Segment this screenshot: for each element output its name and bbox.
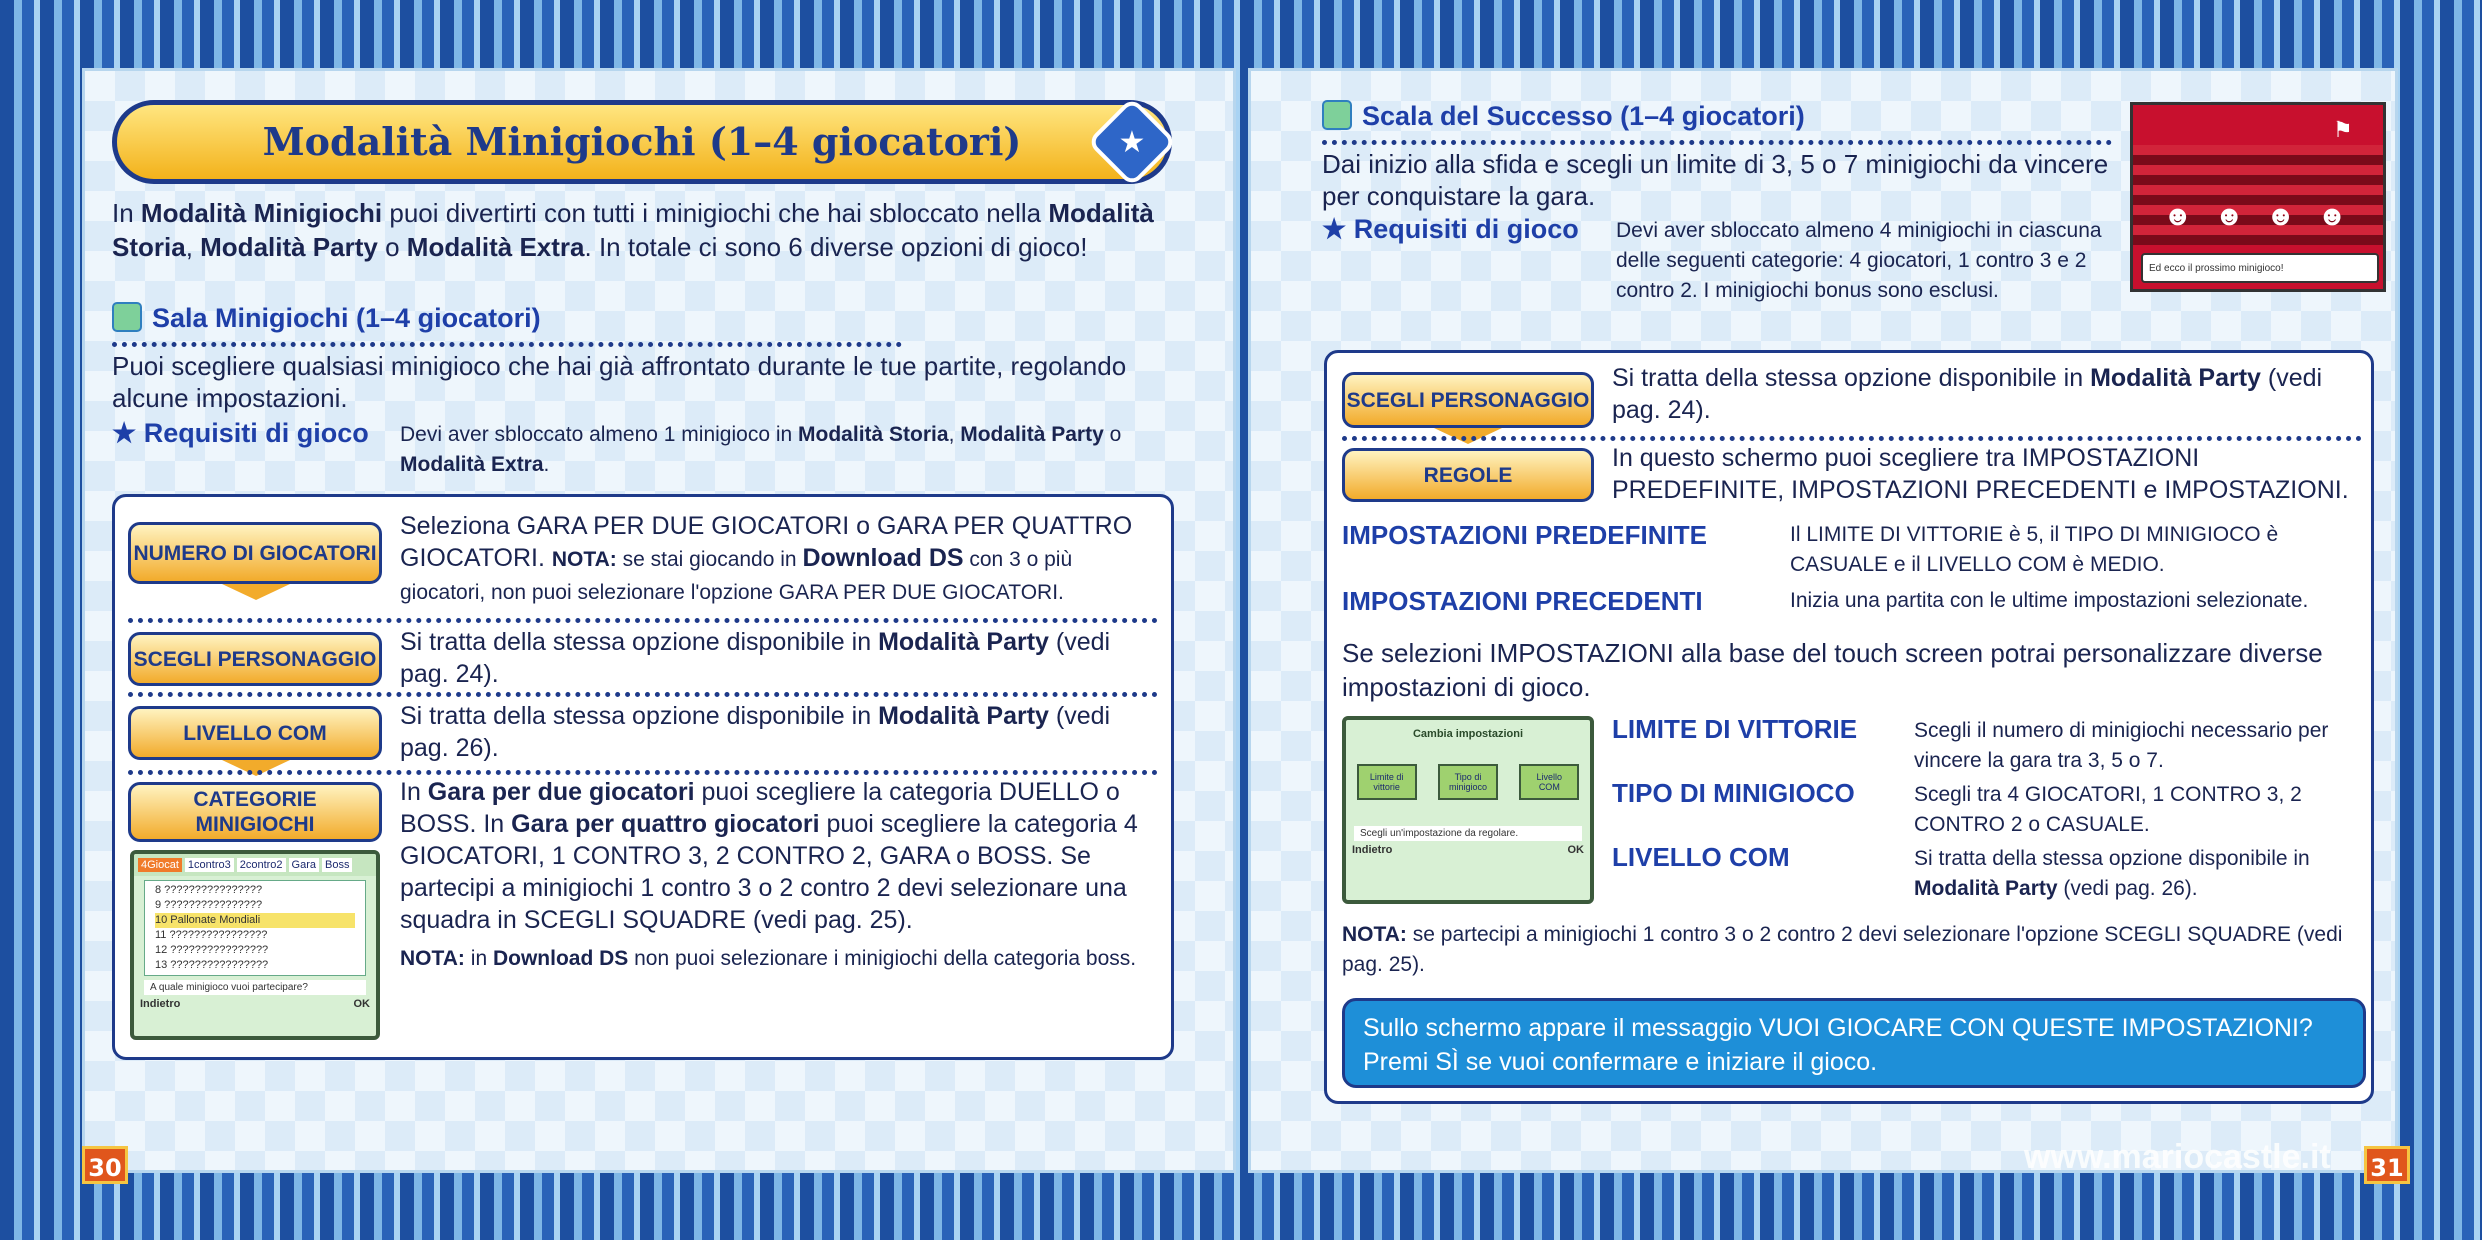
page-title: Modalità Minigiochi (1–4 giocatori) — [112, 100, 1172, 184]
divider — [128, 770, 1158, 775]
divider — [128, 618, 1158, 623]
page-number-right: 31 — [2364, 1146, 2410, 1184]
screen-caption: Ed ecco il prossimo minigioco! — [2141, 253, 2379, 283]
label-livello-com: LIVELLO COM — [1612, 842, 1790, 872]
star-icon: ★ — [1322, 214, 1354, 244]
row-text-categorie: In Gara per due giocatori puoi scegliere la categoria DUELLO o BOSS. In Gara per quattro giocatori puoi scegliere la categoria 4 GIOCATORI, 1 CONTRO 3, 2 CONTRO 2, GARA o BOSS. Se partecipi a minigiochi 1 contro 3 o 2 contro 2 devi selezionare una squadra in SCEGLI SQUADRE (vedi pag. 25). — [400, 778, 1138, 934]
flag-icon: ⚑ — [2333, 117, 2353, 142]
list-item-selected[interactable]: 10 Pallonate Mondiali — [155, 913, 355, 928]
watermark: www.mariocastle.it — [2024, 1138, 2331, 1176]
screen-footer — [1346, 841, 1590, 859]
note-download: NOTA: in Download DS non puoi selezionare i minigiochi della categoria boss. — [400, 947, 1137, 970]
page-number-left: 30 — [82, 1146, 128, 1184]
list-item[interactable]: 9 ???????????????? — [155, 899, 263, 911]
label-tipo-minigioco: TIPO DI MINIGIOCO — [1612, 778, 1855, 808]
requirements-text: Devi aver sbloccato almeno 1 minigioco in Modalità Storia, Modalità Party o Modalità Extra. — [400, 423, 1122, 476]
divider — [1342, 436, 2362, 441]
text-tipo-minigioco: Scegli tra 4 GIOCATORI, 1 CONTRO 3, 2 CONTRO 2 o CASUALE. — [1914, 783, 2302, 836]
back-button[interactable]: Indietro — [1352, 844, 1393, 856]
requirements-label: ★ Requisiti di gioco — [1322, 214, 1579, 244]
screen-buttons — [1346, 764, 1590, 800]
divider — [1322, 140, 2112, 145]
tab[interactable]: Gara — [289, 858, 319, 872]
requirements-text: Devi aver sbloccato almeno 4 minigiochi in ciascuna delle seguenti categorie: 4 giocatori, 1 contro 3 e 2 contro 2. I minigiochi bonus sono esclusi. — [1616, 219, 2102, 302]
scala-screenshot — [2130, 102, 2386, 292]
ds-screen-categories — [130, 850, 380, 1040]
gem-icon — [1322, 100, 1352, 130]
dice-icon: ★ — [1087, 97, 1178, 188]
button-scegli-personaggio[interactable]: SCEGLI PERSONAGGIO — [1342, 372, 1594, 428]
label-impostazioni-precedenti: IMPOSTAZIONI PRECEDENTI — [1342, 586, 1703, 616]
minigame-list — [144, 880, 366, 976]
gem-icon — [112, 302, 142, 332]
button-numero-giocatori[interactable]: NUMERO DI GIOCATORI — [128, 522, 382, 584]
sala-text: Puoi scegliere qualsiasi minigioco che hai già affrontato durante le tue partite, regolando alcune impostazioni. — [112, 351, 1127, 413]
screen-footer — [134, 995, 376, 1013]
section-heading-sala: Sala Minigiochi (1–4 giocatori) — [112, 302, 541, 334]
tab[interactable]: 4Giocat — [138, 858, 182, 872]
divider — [128, 692, 1158, 697]
divider — [112, 342, 902, 347]
tab[interactable]: 2contro2 — [237, 858, 286, 872]
back-button[interactable]: Indietro — [140, 998, 181, 1010]
option-button[interactable]: Livello COM — [1519, 764, 1579, 800]
option-button[interactable]: Tipo di minigioco — [1438, 764, 1498, 800]
button-scegli-personaggio[interactable]: SCEGLI PERSONAGGIO — [128, 632, 382, 686]
row-text-numero: Seleziona GARA PER DUE GIOCATORI o GARA PER QUATTRO GIOCATORI. NOTA: se stai giocando in Download DS con 3 o più giocatori, non puoi selezionare l'opzione GARA PER DUE GIOCATORI. — [400, 512, 1133, 604]
custom-text: Se selezioni IMPOSTAZIONI alla base del touch screen potrai personalizzare diverse impostazioni di gioco. — [1342, 638, 2323, 702]
row-text-personaggio: Si tratta della stessa opzione disponibile in Modalità Party (vedi pag. 24). — [400, 628, 1111, 688]
text-impostazioni-predefinite: Il LIMITE DI VITTORIE è 5, il TIPO DI MINIGIOCO è CASUALE e il LIVELLO COM è MEDIO. — [1790, 523, 2279, 576]
tab[interactable]: 1contro3 — [185, 858, 234, 872]
characters-icon: ☻☻☻☻ — [2163, 200, 2369, 231]
note-squadre: NOTA: se partecipi a minigiochi 1 contro 3 o 2 contro 2 devi selezionare l'opzione SCEGLI SQUADRE (vedi pag. 25). — [1342, 923, 2343, 976]
requirements-label: ★ Requisiti di gioco — [112, 418, 369, 448]
scala-text: Dai inizio alla sfida e scegli un limite di 3, 5 o 7 minigiochi da vincere per conquistare la gara. — [1322, 149, 2109, 211]
section-heading-scala: Scala del Successo (1–4 giocatori) — [1322, 100, 1805, 132]
list-item[interactable]: 11 ???????????????? — [155, 929, 268, 941]
list-item[interactable]: 8 ???????????????? — [155, 884, 263, 896]
star-icon: ★ — [112, 418, 144, 448]
option-button[interactable]: Limite di vittorie — [1357, 764, 1417, 800]
button-regole[interactable]: REGOLE — [1342, 448, 1594, 502]
button-livello-com[interactable]: LIVELLO COM — [128, 706, 382, 760]
ok-button[interactable]: OK — [1567, 844, 1584, 856]
ok-button[interactable]: OK — [353, 998, 370, 1010]
row-text-regole: In questo schermo puoi scegliere tra IMPOSTAZIONI PREDEFINITE, IMPOSTAZIONI PRECEDENTI e IMPOSTAZIONI. — [1612, 444, 2349, 504]
screen-title: Cambia impostazioni — [1412, 728, 1524, 740]
intro-text: In Modalità Minigiochi puoi divertirti con tutti i minigiochi che hai sbloccato nella Modalità Storia, Modalità Party o Modalità Extra. In totale ci sono 6 diverse opzioni di gioco! — [112, 198, 1154, 262]
tab[interactable]: Boss — [322, 858, 352, 872]
text-livello-com: Si tratta della stessa opzione disponibile in Modalità Party (vedi pag. 26). — [1914, 847, 2310, 900]
list-item[interactable]: 13 ???????????????? — [155, 959, 269, 971]
text-impostazioni-precedenti: Inizia una partita con le ultime impostazioni selezionate. — [1790, 589, 2309, 612]
screen-prompt: A quale minigioco vuoi partecipare? — [144, 980, 366, 995]
ds-screen-settings — [1342, 716, 1594, 904]
screen-prompt: Scegli un'impostazione da regolare. — [1354, 826, 1582, 841]
list-item[interactable]: 12 ???????????????? — [155, 944, 269, 956]
label-limite-vittorie: LIMITE DI VITTORIE — [1612, 714, 1858, 744]
row-text-livello: Si tratta della stessa opzione disponibile in Modalità Party (vedi pag. 26). — [400, 702, 1111, 762]
label-impostazioni-predefinite: IMPOSTAZIONI PREDEFINITE — [1342, 520, 1707, 550]
bottom-message: Sullo schermo appare il messaggio VUOI GIOCARE CON QUESTE IMPOSTAZIONI? Premi SÌ se vuoi confermare e iniziare il gioco. — [1342, 998, 2366, 1088]
row-text-personaggio: Si tratta della stessa opzione disponibile in Modalità Party (vedi pag. 24). — [1612, 364, 2323, 424]
arrow-down — [222, 584, 290, 600]
button-categorie-minigiochi[interactable]: CATEGORIE MINIGIOCHI — [128, 782, 382, 842]
screen-tabs — [134, 854, 376, 876]
text-limite-vittorie: Scegli il numero di minigiochi necessario per vincere la gara tra 3, 5 o 7. — [1914, 719, 2329, 772]
